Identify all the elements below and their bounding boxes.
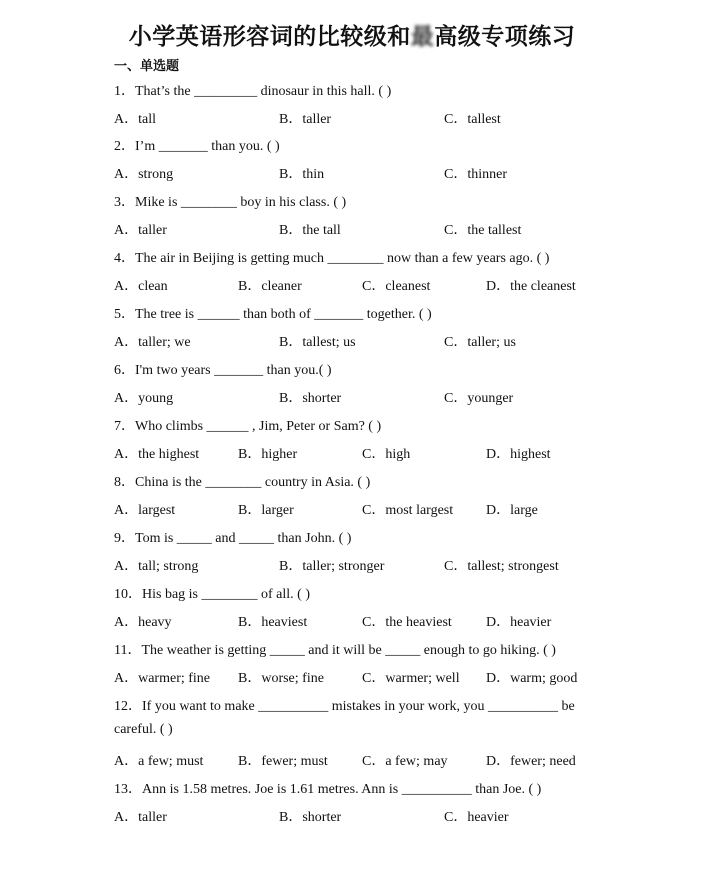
question-11-option-d: D．warm; good — [486, 671, 578, 686]
question-11: 11．The weather is getting _____ and it will be _____ enough to go hiking. ( ) — [114, 643, 556, 658]
question-3-option-b: B．the tall — [279, 223, 341, 238]
question-9-option-c: C．tallest; strongest — [444, 559, 559, 574]
question-7-option-c: C．high — [362, 447, 411, 462]
question-11-option-a: A．warmer; fine — [114, 671, 211, 686]
question-12-option-c: C．a few; may — [362, 754, 448, 769]
question-8-option-d: D．large — [486, 503, 538, 518]
question-8-option-a: A．largest — [114, 503, 176, 518]
question-7-option-a: A．the highest — [114, 447, 200, 462]
question-13-option-c: C．heavier — [444, 810, 509, 825]
question-7-option-b: B．higher — [238, 447, 298, 462]
question-4-option-c: C．cleanest — [362, 279, 431, 294]
question-13: 13．Ann is 1.58 metres. Joe is 1.61 metres. Ann is __________ than Joe. ( ) — [114, 782, 542, 797]
question-1-option-b: B．taller — [279, 112, 332, 127]
question-4: 4．The air in Beijing is getting much ________ now than a few years ago. ( ) — [114, 251, 550, 266]
question-5: 5．The tree is ______ than both of _______ together. ( ) — [114, 307, 432, 322]
question-9-option-a: A．tall; strong — [114, 559, 199, 574]
question-6-option-b: B．shorter — [279, 391, 342, 406]
question-13-option-a: A．taller — [114, 810, 167, 825]
question-6-option-c: C．younger — [444, 391, 514, 406]
question-12-option-d: D．fewer; need — [486, 754, 576, 769]
question-10-option-d: D．heavier — [486, 615, 552, 630]
question-7: 7．Who climbs ______ , Jim, Peter or Sam? ( ) — [114, 419, 382, 434]
question-12-option-b: B．fewer; must — [238, 754, 328, 769]
question-8-option-c: C．most largest — [362, 503, 454, 518]
question-2-option-a: A．strong — [114, 167, 174, 182]
question-9: 9．Tom is _____ and _____ than John. ( ) — [114, 531, 352, 546]
question-10-option-c: C．the heaviest — [362, 615, 452, 630]
question-8: 8．China is the ________ country in Asia. ( ) — [114, 475, 371, 490]
question-6-option-a: A．young — [114, 391, 174, 406]
question-4-option-a: A．clean — [114, 279, 168, 294]
question-4-option-b: B．cleaner — [238, 279, 302, 294]
question-3-option-c: C．the tallest — [444, 223, 522, 238]
question-5-option-c: C．taller; us — [444, 335, 516, 350]
question-12-option-a: A．a few; must — [114, 754, 204, 769]
question-11-option-b: B．worse; fine — [238, 671, 324, 686]
page-title: 小学英语形容词的比较级和最高级专项练习 — [128, 24, 576, 50]
question-10-option-a: A．heavy — [114, 615, 172, 630]
question-3: 3．Mike is ________ boy in his class. ( ) — [114, 195, 347, 210]
question-12-continued: careful. ( ) — [114, 722, 173, 737]
question-1-option-a: A．tall — [114, 112, 156, 127]
question-2-option-b: B．thin — [279, 167, 325, 182]
question-6: 6．I'm two years _______ than you.( ) — [114, 363, 332, 378]
question-2: 2．I’m _______ than you. ( ) — [114, 139, 280, 154]
question-2-option-c: C．thinner — [444, 167, 507, 182]
question-11-option-c: C．warmer; well — [362, 671, 460, 686]
question-7-option-d: D．highest — [486, 447, 551, 462]
question-4-option-d: D．the cleanest — [486, 279, 576, 294]
question-1: 1．That’s the _________ dinosaur in this hall. ( ) — [114, 84, 392, 99]
question-1-option-c: C．tallest — [444, 112, 501, 127]
question-10-option-b: B．heaviest — [238, 615, 308, 630]
question-10: 10．His bag is ________ of all. ( ) — [114, 587, 310, 602]
question-9-option-b: B．taller; stronger — [279, 559, 385, 574]
question-3-option-a: A．taller — [114, 223, 167, 238]
question-8-option-b: B．larger — [238, 503, 294, 518]
question-13-option-b: B．shorter — [279, 810, 342, 825]
section-heading: 一、单选题 — [114, 59, 180, 74]
question-5-option-a: A．taller; we — [114, 335, 191, 350]
question-5-option-b: B．tallest; us — [279, 335, 356, 350]
question-12: 12．If you want to make __________ mistakes in your work, you __________ be — [114, 699, 575, 714]
